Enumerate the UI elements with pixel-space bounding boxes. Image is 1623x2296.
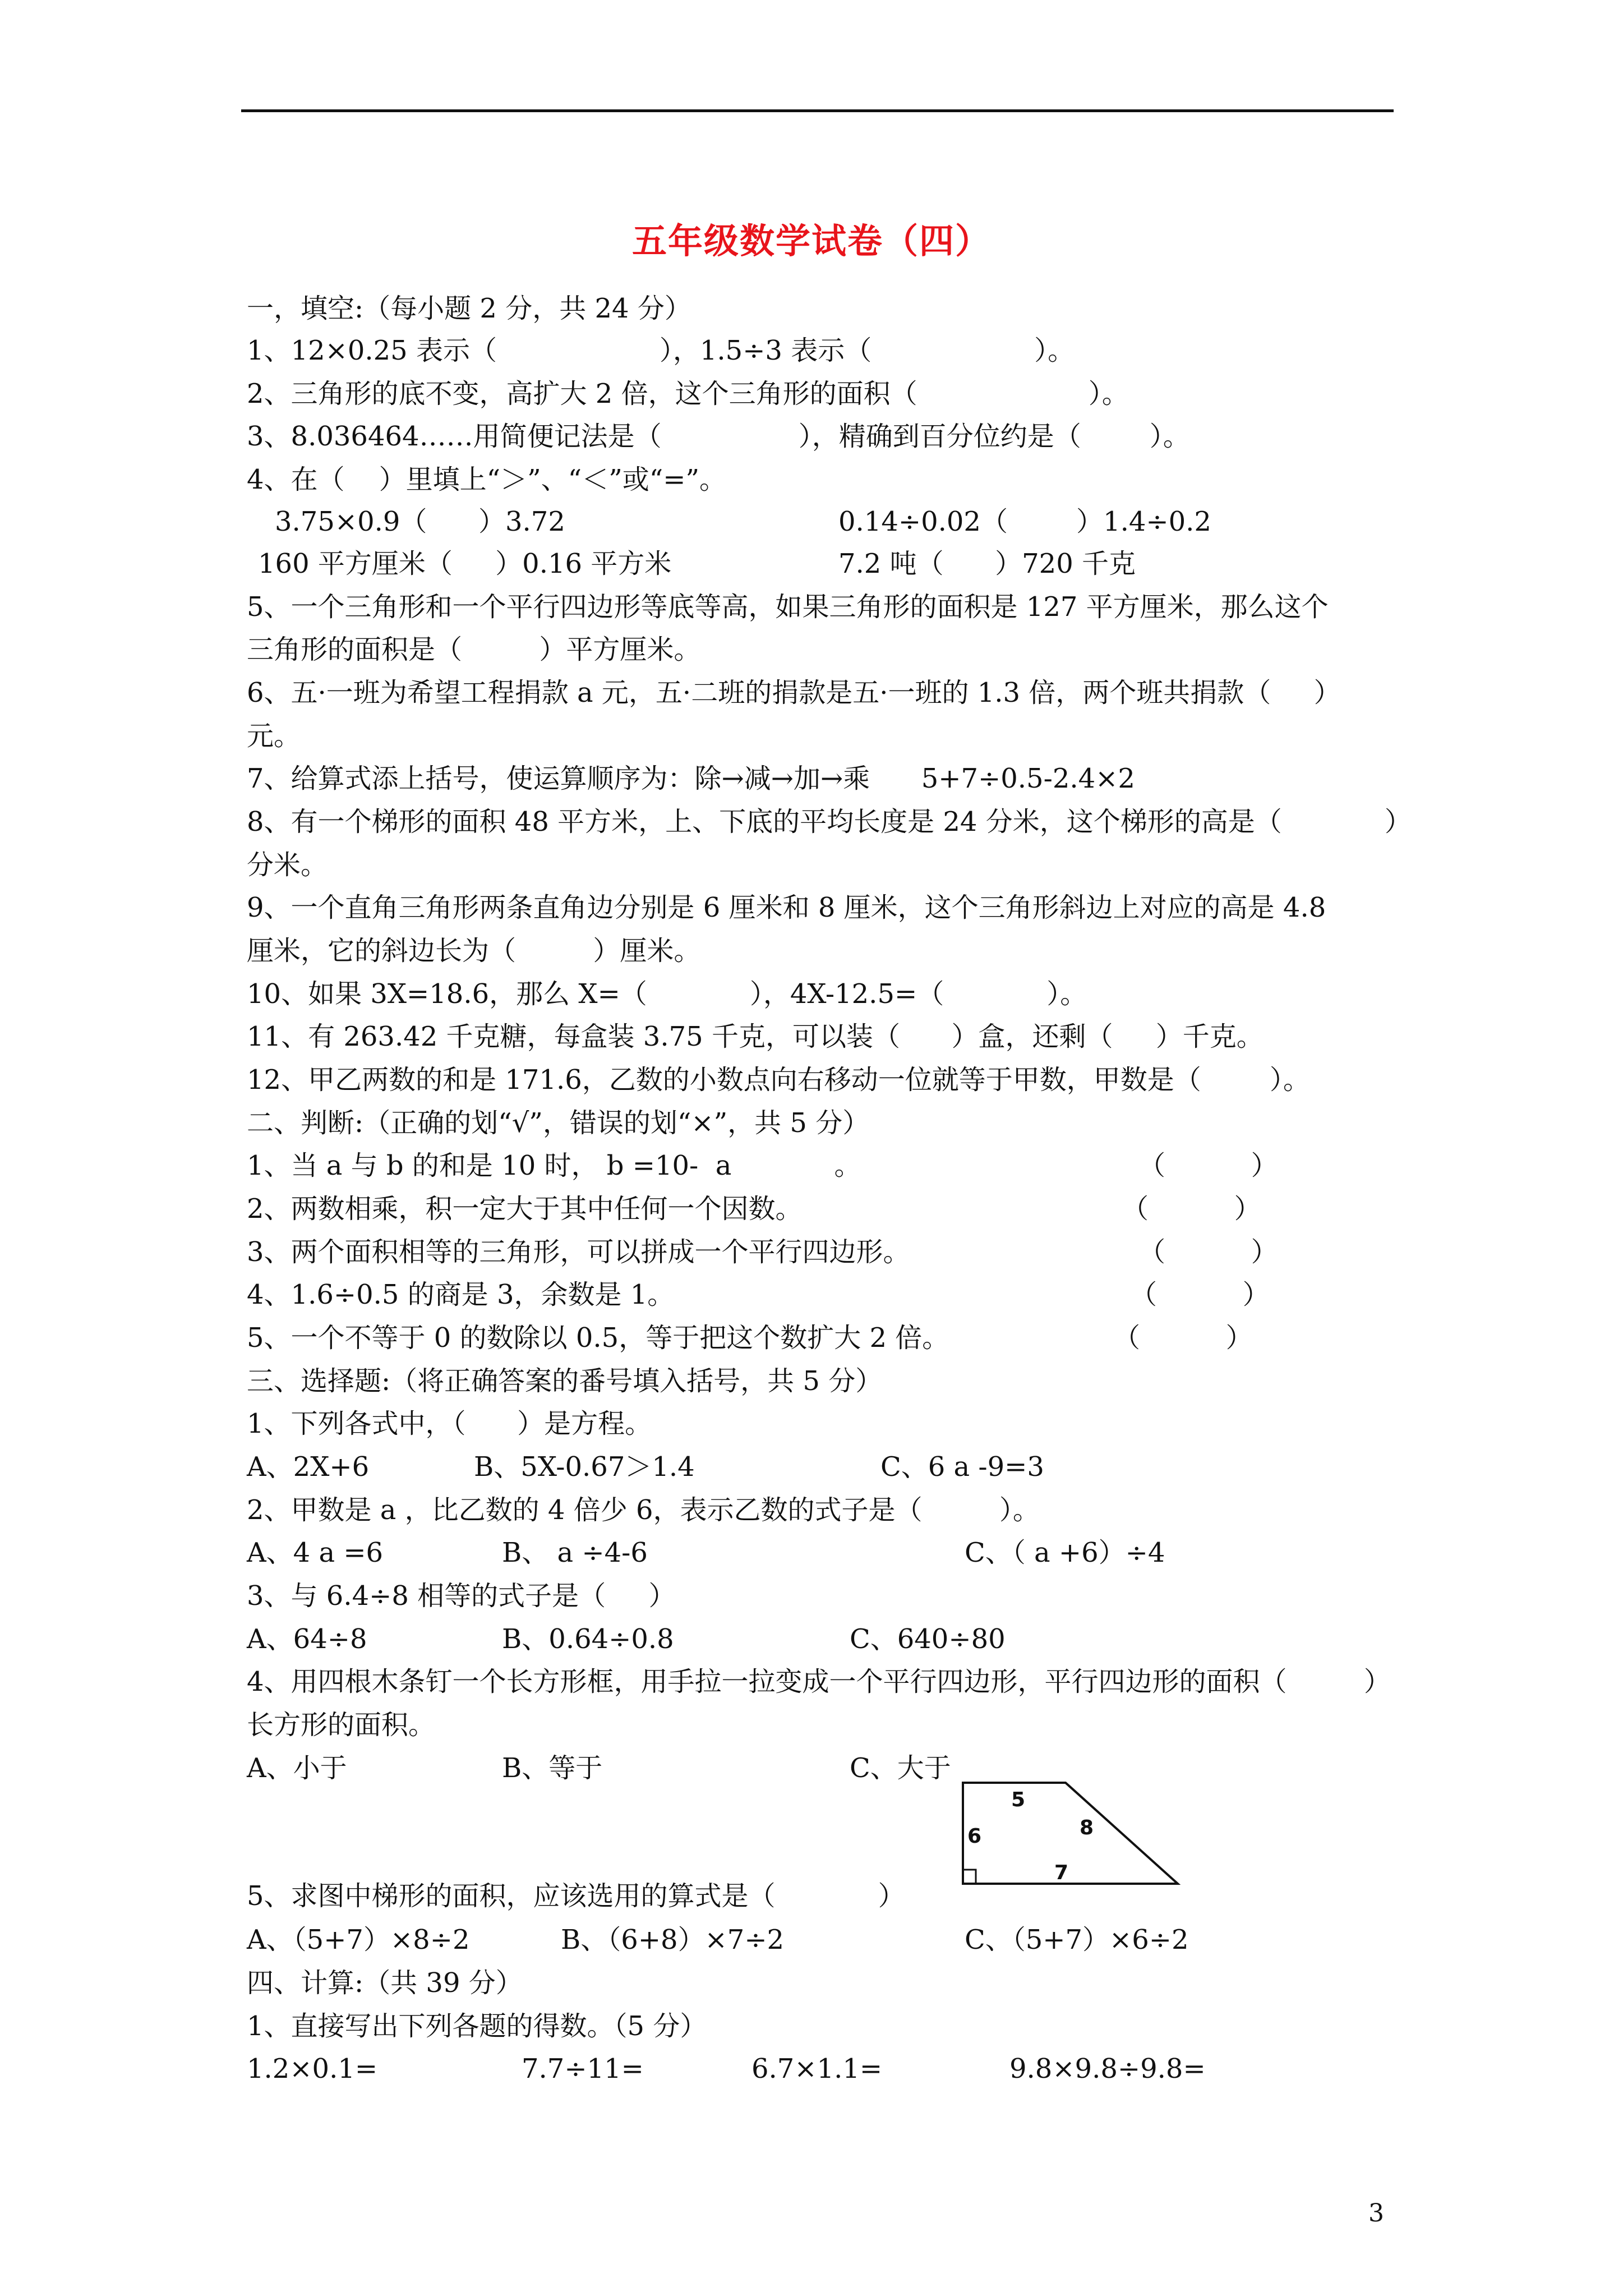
- question-8-line-2: 分米。: [247, 849, 328, 881]
- choice-1-option-a: A、2X+6: [247, 1451, 370, 1483]
- section-4-heading: 四、计算:（共 39 分）: [247, 1967, 523, 1999]
- page-number: 3: [1368, 2199, 1384, 2228]
- choice-2-option-c: C、（ a +6）÷4: [965, 1537, 1165, 1568]
- choice-4-option-a: A、小于: [247, 1752, 347, 1784]
- question-3: 3、8.036464……用简便记法是（ ），精确到百分位约是（ ）。: [247, 421, 1190, 452]
- choice-1-option-b: B、5X-0.67＞1.4: [474, 1451, 695, 1483]
- choice-3-option-b: B、0.64÷0.8: [502, 1623, 674, 1655]
- choice-1-option-c: C、6 a -9=3: [880, 1451, 1044, 1483]
- judgement-4: 4、1.6÷0.5 的商是 3，余数是 1。: [247, 1279, 675, 1310]
- question-9-line-1: 9、一个直角三角形两条直角边分别是 6 厘米和 8 厘米，这个三角形斜边上对应的高是 4.8: [247, 892, 1326, 923]
- choice-3: 3、与 6.4÷8 相等的式子是（ ）: [247, 1580, 676, 1612]
- choice-5: 5、求图中梯形的面积，应该选用的算式是（ ）: [247, 1880, 905, 1912]
- section-2-heading: 二、判断:（正确的划“√”，错误的划“×”，共 5 分）: [247, 1107, 870, 1139]
- calc-1-item-b: 7.7÷11=: [522, 2053, 644, 2085]
- choice-2: 2、甲数是 a ，比乙数的 4 倍少 6，表示乙数的式子是（ ）。: [247, 1494, 1040, 1526]
- trapezoid-top-label: 5: [1011, 1788, 1026, 1811]
- header-rule: [241, 109, 1394, 112]
- choice-2-option-b: B、 a ÷4-6: [502, 1537, 648, 1568]
- trapezoid-figure: [962, 1781, 1186, 1888]
- judgement-5-answer-blank: （ ）: [1113, 1322, 1253, 1354]
- calc-1-item-a: 1.2×0.1=: [247, 2053, 378, 2085]
- question-2: 2、三角形的底不变，高扩大 2 倍，这个三角形的面积（ ）。: [247, 378, 1129, 409]
- judgement-2: 2、两数相乘，积一定大于其中任何一个因数。: [247, 1193, 803, 1225]
- question-9-line-2: 厘米，它的斜边长为（ ）厘米。: [247, 935, 701, 967]
- question-1: 1、12×0.25 表示（ ），1.5÷3 表示（ ）。: [247, 335, 1075, 366]
- judgement-1-answer-blank: （ ）: [1138, 1150, 1278, 1181]
- question-7: 7、给算式添上括号，使运算顺序为：除→减→加→乘 5+7÷0.5-2.4×2: [247, 763, 1135, 794]
- right-angle-mark: [963, 1870, 976, 1884]
- question-12: 12、甲乙两数的和是 171.6，乙数的小数点向右移动一位就等于甲数，甲数是（ ）。: [247, 1064, 1310, 1096]
- choice-3-option-c: C、640÷80: [850, 1623, 1006, 1655]
- calc-1-item-c: 6.7×1.1=: [751, 2053, 883, 2085]
- calc-1-instructions: 1、直接写出下列各题的得数。（5 分）: [247, 2010, 707, 2042]
- judgement-3: 3、两个面积相等的三角形，可以拼成一个平行四边形。: [247, 1236, 910, 1268]
- page-title: 五年级数学试卷（四）: [631, 220, 991, 261]
- choice-3-option-a: A、64÷8: [247, 1623, 367, 1655]
- choice-1: 1、下列各式中，（ ）是方程。: [247, 1408, 652, 1439]
- question-5-line-1: 5、一个三角形和一个平行四边形等底等高，如果三角形的面积是 127 平方厘米，那么这个: [247, 591, 1329, 623]
- calc-1-item-d: 9.8×9.8÷9.8=: [1009, 2053, 1206, 2085]
- judgement-5: 5、一个不等于 0 的数除以 0.5，等于把这个数扩大 2 倍。: [247, 1322, 949, 1354]
- question-4-item-b: 0.14÷0.02（ ）1.4÷0.2: [838, 506, 1211, 537]
- trapezoid-slant-label: 8: [1080, 1816, 1094, 1839]
- choice-4-line-2: 长方形的面积。: [247, 1709, 436, 1741]
- judgement-3-answer-blank: （ ）: [1138, 1236, 1278, 1268]
- question-6-line-1: 6、五·一班为希望工程捐款 a 元，五·二班的捐款是五·一班的 1.3 倍，两个班共捐款（ ）: [247, 677, 1341, 708]
- judgement-1: 1、当 a 与 b 的和是 10 时， b =10- a 。: [247, 1150, 861, 1181]
- choice-4-line-1: 4、用四根木条钉一个长方形框，用手拉一拉变成一个平行四边形，平行四边形的面积（ ）: [247, 1666, 1391, 1697]
- trapezoid-bottom-label: 7: [1054, 1861, 1069, 1884]
- question-8-line-1: 8、有一个梯形的面积 48 平方米，上、下底的平均长度是 24 分米，这个梯形的高是（ ）: [247, 806, 1412, 838]
- judgement-4-answer-blank: （ ）: [1130, 1279, 1270, 1310]
- section-3-heading: 三、选择题:（将正确答案的番号填入括号，共 5 分）: [247, 1365, 883, 1397]
- question-5-line-2: 三角形的面积是（ ）平方厘米。: [247, 634, 701, 665]
- question-4-item-d: 7.2 吨（ ）720 千克: [838, 548, 1136, 579]
- choice-4-option-c: C、大于: [850, 1752, 951, 1784]
- question-11: 11、有 263.42 千克糖，每盒装 3.75 千克，可以装（ ）盒，还剩（ ）千克。: [247, 1021, 1264, 1052]
- question-6-line-2: 元。: [247, 720, 301, 752]
- question-4-item-c: 160 平方厘米（ ）0.16 平方米: [258, 548, 672, 579]
- trapezoid-left-label: 6: [967, 1825, 982, 1848]
- trapezoid-shape: [963, 1783, 1178, 1884]
- choice-5-option-b: B、（6+8）×7÷2: [561, 1924, 785, 1955]
- question-10: 10、如果 3X=18.6，那么 X=（ ），4X-12.5=（ ）。: [247, 978, 1087, 1010]
- choice-2-option-a: A、4 a =6: [247, 1537, 384, 1568]
- choice-5-option-c: C、（5+7）×6÷2: [965, 1924, 1189, 1955]
- section-1-heading: 一，填空:（每小题 2 分，共 24 分）: [247, 293, 691, 324]
- judgement-2-answer-blank: （ ）: [1122, 1193, 1261, 1225]
- question-4: 4、在（ ）里填上“＞”、“＜”或“=”。: [247, 464, 727, 495]
- choice-5-option-a: A、（5+7）×8÷2: [247, 1924, 470, 1955]
- question-4-item-a: 3.75×0.9（ ）3.72: [275, 506, 565, 537]
- choice-4-option-b: B、等于: [502, 1752, 603, 1784]
